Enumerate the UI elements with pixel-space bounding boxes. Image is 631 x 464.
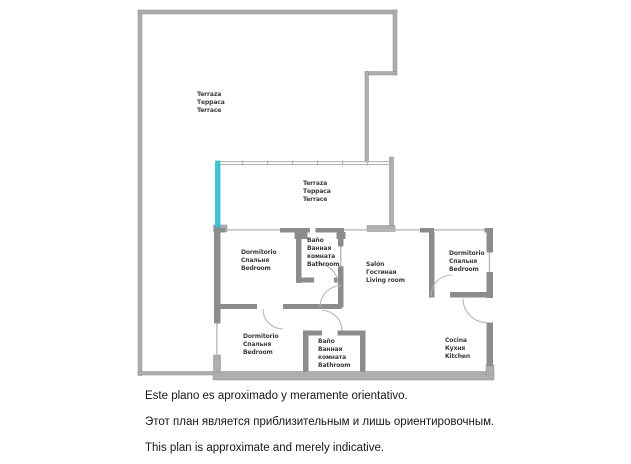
glazing-accent: [216, 161, 221, 228]
terrace-label-line: Terrace: [303, 196, 328, 203]
disclaimer-en: This plan is approximate and merely indicative.: [145, 442, 385, 454]
terrace-label-line: Terraza: [197, 91, 222, 98]
room-label-bedroom-lower-left: [243, 333, 279, 357]
room-label-line: Спальня: [241, 257, 270, 264]
terrace-railing: [219, 161, 390, 166]
room-label-line: Living room: [366, 277, 405, 284]
room-label-line: комната: [318, 354, 347, 361]
room-label-bedroom-upper-right: [449, 250, 485, 274]
room-label-line: Bedroom: [449, 266, 479, 273]
room-label-line: Baño: [307, 237, 324, 244]
room-label-line: Dormitorio: [449, 250, 485, 257]
room-label-kitchen: [445, 337, 470, 361]
terrace-label-line: Terrace: [197, 107, 222, 114]
room-label-line: Кухня: [445, 345, 466, 352]
room-label-line: Bedroom: [243, 349, 273, 356]
room-label-bathroom-lower: [318, 338, 350, 370]
room-label-line: комната: [307, 253, 336, 260]
disclaimer-ru: Этот план является приблизительным и лишь ориентировочным.: [145, 416, 495, 428]
room-label-line: Гостиная: [366, 269, 397, 276]
room-label-line: Kitchen: [445, 353, 471, 360]
room-label-line: Salón: [366, 261, 385, 268]
room-label-line: Спальня: [449, 258, 478, 265]
room-label-bathroom-upper: [307, 237, 339, 269]
room-label-line: Bedroom: [241, 265, 271, 272]
room-label-line: Dormitorio: [241, 249, 277, 256]
room-label-line: Ванная: [307, 245, 332, 252]
room-label-line: Cocina: [445, 337, 467, 344]
room-label-line: Ванная: [318, 346, 343, 353]
disclaimer-es: Este plano es aproximado y meramente orientativo.: [145, 390, 408, 402]
room-label-bedroom-upper-left: [241, 249, 277, 273]
terrace-label-line: Terraza: [303, 180, 328, 187]
room-label-line: Bathroom: [318, 362, 351, 369]
room-label-line: Dormitorio: [243, 333, 279, 340]
room-label-line: Bathroom: [307, 261, 340, 268]
terrace-label-line: Терраса: [303, 188, 331, 195]
terrace-label-upper: [197, 91, 225, 115]
room-label-line: Baño: [318, 338, 335, 345]
terrace-label-lower: [303, 180, 331, 204]
terrace-label-line: Терраса: [197, 99, 225, 106]
room-label-living-room: [366, 261, 405, 285]
room-label-line: Спальня: [243, 341, 272, 348]
